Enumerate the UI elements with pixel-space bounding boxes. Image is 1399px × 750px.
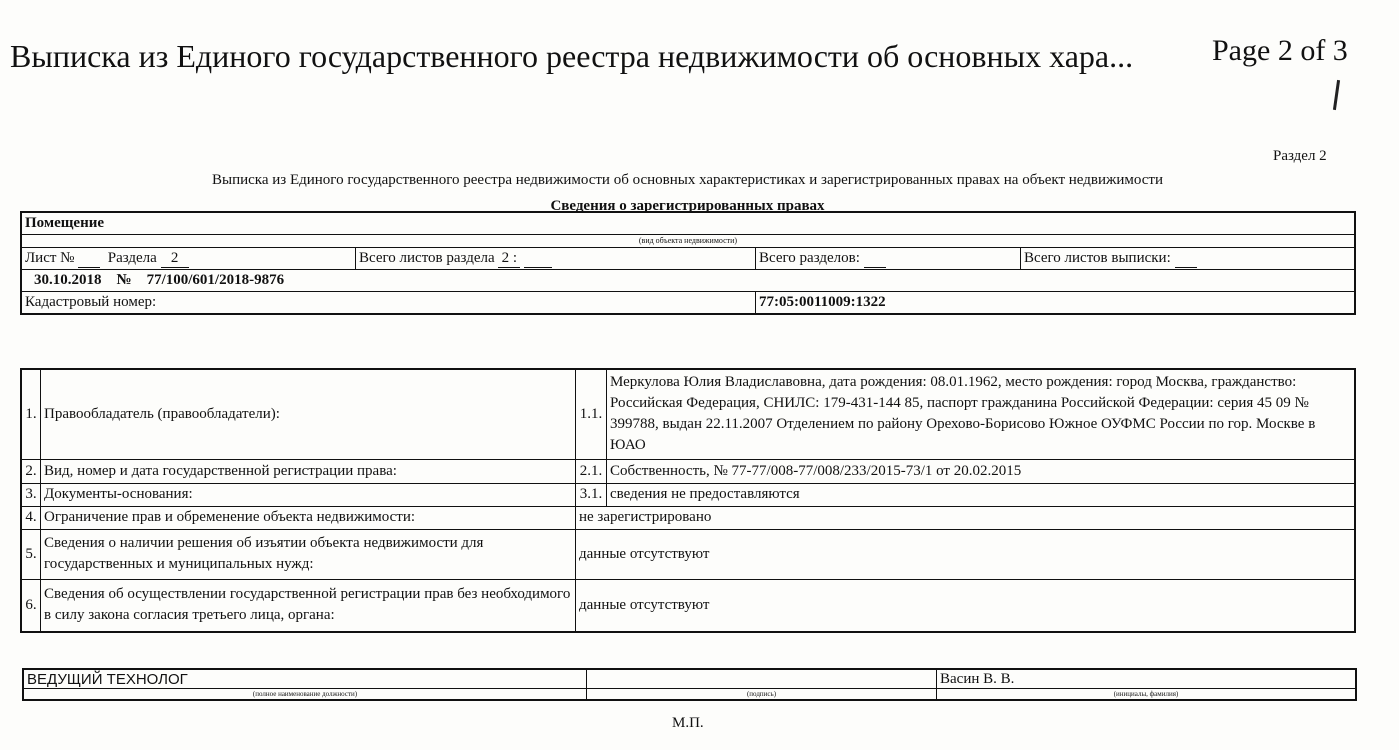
row-number: 3.	[21, 483, 41, 506]
row-value: не зарегистрировано	[576, 506, 1356, 529]
sheet-no-blank	[78, 250, 100, 268]
row-subnumber: 3.1.	[576, 483, 607, 506]
row-label: Документы-основания:	[41, 483, 576, 506]
section-label: Раздел 2	[1273, 148, 1327, 164]
row-number: 5.	[21, 529, 41, 579]
total-sections-blank	[864, 250, 886, 268]
row-value: сведения не предоставляются	[607, 483, 1356, 506]
pen-mark	[1333, 80, 1340, 110]
position-caption: (полное наименование должности)	[23, 689, 587, 701]
total-extract-sheets-blank	[1175, 250, 1197, 268]
row-number: 6.	[21, 579, 41, 632]
total-extract-sheets-cell	[1021, 248, 1356, 270]
object-info-table	[20, 211, 1356, 315]
total-sections-cell	[756, 248, 1021, 270]
total-sheets-cell	[356, 248, 756, 270]
cadastral-number: 77:05:0011009:1322	[756, 292, 1356, 315]
document-subtitle: Сведения о зарегистрированных правах	[550, 198, 825, 214]
total-extract-sheets-label: Всего листов выписки:	[1024, 249, 1171, 266]
cadastral-label: Кадастровый номер:	[21, 292, 756, 315]
registration-date: 30.10.2018	[34, 272, 102, 288]
signature-table	[22, 668, 1357, 701]
row-label: Ограничение прав и обременение объекта недвижимости:	[41, 506, 576, 529]
row-value: Меркулова Юлия Владиславовна, дата рождения: 08.01.1962, место рождения: город Москва, гражданство: Российская Федерация, СНИЛС: 179-431-144 85, паспорт гражданина Российской Федерации: серия 45 09 № 399788, выдан 22.11.2007 Отделением по району Орехово-Борисово Южное ОУФМС России по гор. Москве в ЮАО	[607, 369, 1356, 459]
row-label: Сведения о наличии решения об изъятии объекта недвижимости для государственных и муниципальных нужд:	[41, 529, 576, 579]
table-row	[21, 579, 1355, 632]
signature-caption: (подпись)	[587, 689, 937, 701]
number-sign: №	[116, 272, 132, 288]
registration-date-number	[21, 270, 1355, 292]
stamp-place: М.П.	[672, 715, 704, 731]
signer-position: ВЕДУЩИЙ ТЕХНОЛОГ	[23, 669, 587, 689]
rights-table	[20, 368, 1356, 633]
row-label: Правообладатель (правообладатели):	[41, 369, 576, 459]
table-row	[21, 459, 1355, 483]
row-subnumber: 1.1.	[576, 369, 607, 459]
total-sheets: 2 :	[498, 250, 520, 268]
row-number: 2.	[21, 459, 41, 483]
sheet-section-cell	[21, 248, 356, 270]
object-type-caption: (вид объекта недвижимости)	[21, 235, 1355, 248]
row-value: данные отсутствуют	[576, 579, 1356, 632]
page-number: Page 2 of 3	[1212, 34, 1348, 67]
row-number: 4.	[21, 506, 41, 529]
total-sheets-label: Всего листов раздела	[359, 249, 495, 266]
row-label: Вид, номер и дата государственной регистрации права:	[41, 459, 576, 483]
signer-name: Васин В. В.	[937, 669, 1357, 689]
registration-number: 77/100/601/2018-9876	[146, 272, 285, 288]
row-subnumber: 2.1.	[576, 459, 607, 483]
sheet-info-row	[21, 248, 1355, 270]
signature-field	[587, 669, 937, 689]
table-row	[21, 529, 1355, 579]
table-row	[21, 369, 1355, 459]
row-value: Собственность, № 77-77/008-77/008/233/2015-73/1 от 20.02.2015	[607, 459, 1356, 483]
name-caption: (инициалы, фамилия)	[937, 689, 1357, 701]
total-sections-label: Всего разделов:	[759, 249, 860, 266]
section-no: 2	[161, 250, 189, 268]
section-no-label: Раздела	[107, 249, 157, 266]
row-label: Сведения об осуществлении государственной регистрации прав без необходимого в силу закона согласия третьего лица, органа:	[41, 579, 576, 632]
row-number: 1.	[21, 369, 41, 459]
table-row	[21, 483, 1355, 506]
object-type: Помещение	[21, 212, 1355, 235]
row-value: данные отсутствуют	[576, 529, 1356, 579]
page-header-title: Выписка из Единого государственного реестра недвижимости об основных хара...	[10, 38, 1134, 74]
table-row	[21, 506, 1355, 529]
total-sheets-blank	[524, 250, 552, 268]
document-title: Выписка из Единого государственного реестра недвижимости об основных характеристиках и зарегистрированных правах на объект недвижимости	[211, 172, 1163, 188]
sheet-no-label: Лист №	[25, 249, 75, 266]
